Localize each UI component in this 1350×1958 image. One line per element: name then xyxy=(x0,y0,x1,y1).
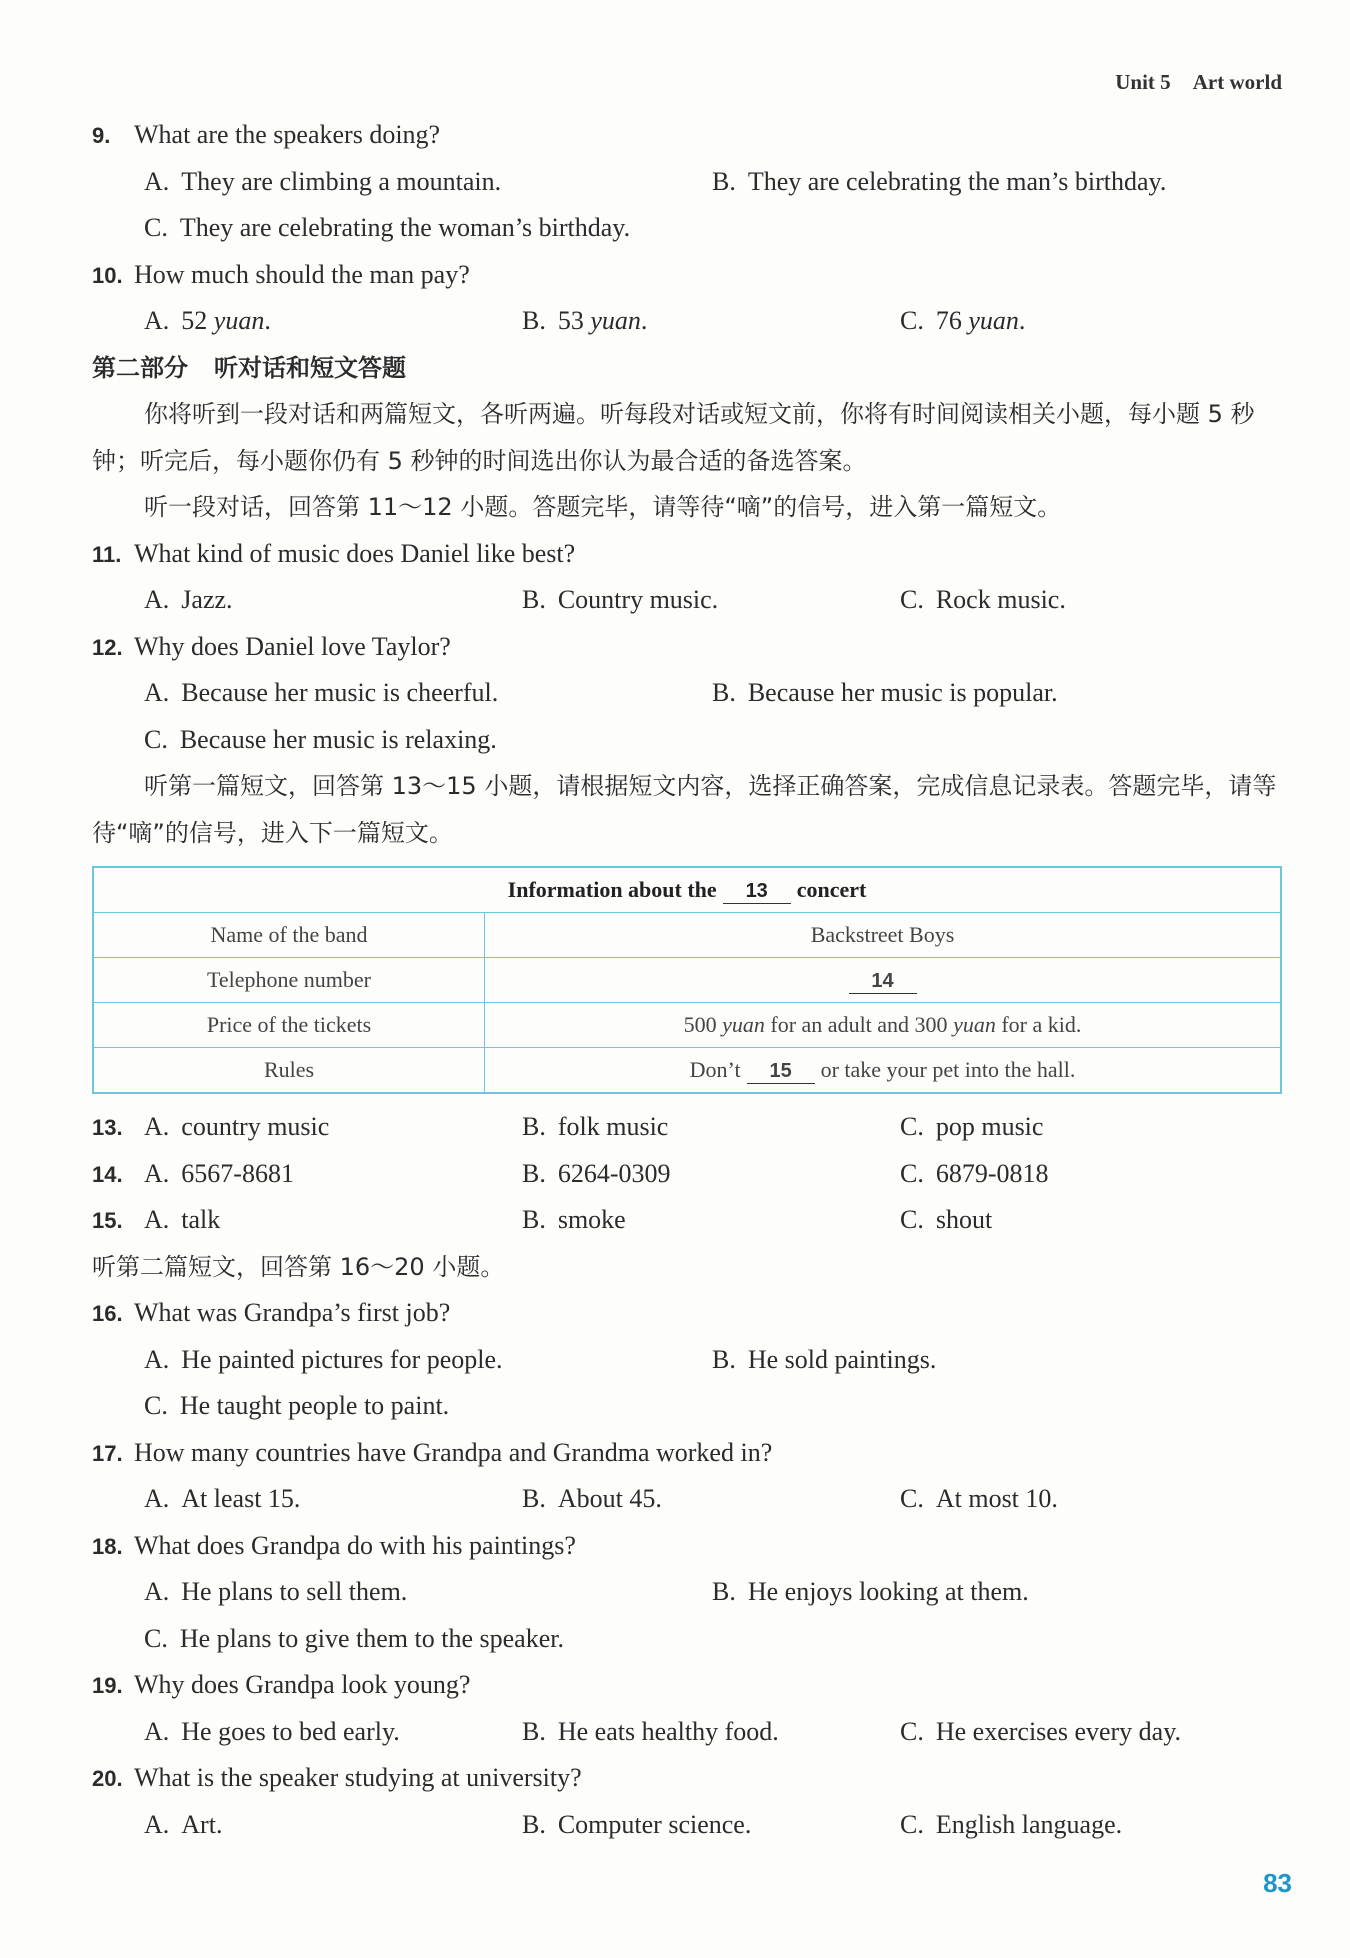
option-text: He exercises every day. xyxy=(935,1716,1182,1746)
question-number: 9. xyxy=(92,123,111,148)
option-letter: C. xyxy=(900,1716,924,1746)
option-letter: C. xyxy=(900,1205,924,1234)
option-a[interactable] xyxy=(144,1104,329,1151)
options-row xyxy=(92,159,1282,206)
option-a[interactable] xyxy=(144,1709,400,1756)
row-label: Telephone number xyxy=(93,958,485,1003)
table-title-text: Information about the xyxy=(507,876,717,902)
option-text: He sold paintings. xyxy=(747,1344,937,1374)
option-letter: A. xyxy=(144,166,170,196)
option-c[interactable] xyxy=(144,205,630,252)
option-text: country music xyxy=(181,1112,330,1141)
option-letter: A. xyxy=(144,1809,170,1839)
option-letter: C. xyxy=(144,1391,168,1420)
option-text: They are climbing a mountain. xyxy=(181,166,502,196)
option-c[interactable] xyxy=(144,1616,564,1663)
options-row xyxy=(92,1802,1282,1849)
table-row xyxy=(93,1003,1281,1048)
options-row xyxy=(92,717,1282,764)
option-text: 6264-0309 xyxy=(557,1158,671,1188)
option-letter: C. xyxy=(900,1484,924,1513)
option-text: He plans to sell them. xyxy=(181,1577,408,1606)
unit-title: Art world xyxy=(1192,70,1282,94)
row-label: Name of the band xyxy=(93,913,485,958)
option-letter: C. xyxy=(144,213,168,242)
option-text: At most 10. xyxy=(935,1484,1058,1513)
row-value xyxy=(485,1003,1282,1048)
option-text: Country music. xyxy=(557,585,719,614)
option-letter: A. xyxy=(144,678,170,707)
question-number: 13. xyxy=(92,1115,123,1140)
row-value xyxy=(485,1048,1282,1094)
option-text: 52 xyxy=(181,306,208,335)
question-14 xyxy=(92,1151,1282,1198)
rule-text: Don’t xyxy=(689,1056,741,1082)
option-c[interactable] xyxy=(900,1802,1122,1849)
option-letter: B. xyxy=(712,166,736,196)
option-a[interactable] xyxy=(144,670,498,717)
question-text: What was Grandpa’s first job? xyxy=(134,1298,451,1327)
question-text: What are the speakers doing? xyxy=(134,120,441,149)
option-text: Computer science. xyxy=(557,1809,752,1839)
option-c[interactable] xyxy=(900,1197,992,1244)
option-letter: B. xyxy=(522,1158,546,1188)
options-row xyxy=(92,1569,1282,1616)
option-b[interactable] xyxy=(522,1197,626,1244)
option-text: English language. xyxy=(935,1809,1123,1839)
table-title-text: concert xyxy=(796,876,867,902)
question-12 xyxy=(92,624,1282,671)
option-b[interactable] xyxy=(522,577,718,624)
currency-unit: yuan xyxy=(722,1012,765,1037)
row-value xyxy=(485,958,1282,1003)
option-text: 53 xyxy=(557,306,584,335)
instruction-passage-2: 听第二篇短文，回答第 16～20 小题。 xyxy=(92,1252,505,1281)
option-text: Rock music. xyxy=(935,585,1066,614)
option-letter: C. xyxy=(900,1809,924,1839)
option-letter: C. xyxy=(900,306,924,335)
question-18 xyxy=(92,1523,1282,1570)
question-text: What does Grandpa do with his paintings? xyxy=(134,1530,576,1560)
option-b[interactable] xyxy=(712,1337,936,1384)
option-text: He goes to bed early. xyxy=(181,1716,400,1746)
question-number: 10. xyxy=(92,262,123,288)
question-number: 19. xyxy=(92,1673,123,1698)
option-b[interactable] xyxy=(712,1569,1029,1616)
question-text: What is the speaker studying at university? xyxy=(134,1763,582,1792)
option-text: talk xyxy=(181,1205,221,1234)
option-c[interactable] xyxy=(900,1476,1058,1523)
option-letter: A. xyxy=(144,1484,170,1513)
option-b[interactable] xyxy=(522,1104,668,1151)
option-text: pop music xyxy=(935,1112,1044,1141)
question-text: What kind of music does Daniel like best? xyxy=(134,538,576,568)
question-17 xyxy=(92,1430,1282,1477)
option-c[interactable]: C. 76 yuan. xyxy=(900,298,1025,345)
question-16 xyxy=(92,1290,1282,1337)
answer-blank-15[interactable]: 15 xyxy=(747,1059,815,1084)
options-row xyxy=(92,1476,1282,1523)
option-text: Art. xyxy=(181,1809,223,1839)
options-row xyxy=(92,205,1282,252)
row-label: Price of the tickets xyxy=(93,1003,485,1048)
option-letter: B. xyxy=(712,1577,736,1606)
option-letter: A. xyxy=(144,1158,170,1188)
page-header xyxy=(1115,70,1282,95)
option-text: He taught people to paint. xyxy=(179,1391,450,1420)
answer-blank-14[interactable]: 14 xyxy=(849,969,917,994)
option-letter: A. xyxy=(144,1577,170,1606)
option-letter: B. xyxy=(522,1809,546,1839)
exercise-content xyxy=(92,112,1282,1848)
option-text: About 45. xyxy=(557,1484,662,1513)
question-number: 18. xyxy=(92,1533,123,1559)
option-text: They are celebrating the woman’s birthday. xyxy=(179,213,631,242)
option-text: smoke xyxy=(557,1205,626,1234)
option-letter: C. xyxy=(900,585,924,614)
option-text: 6567-8681 xyxy=(181,1158,294,1188)
option-letter: C. xyxy=(144,724,168,754)
option-c[interactable] xyxy=(900,1709,1181,1756)
table-title xyxy=(93,867,1281,913)
question-11 xyxy=(92,531,1282,578)
question-number: 20. xyxy=(92,1766,123,1791)
option-c[interactable] xyxy=(900,577,1066,624)
question-19 xyxy=(92,1662,1282,1709)
option-text: folk music xyxy=(557,1112,669,1141)
options-row xyxy=(92,670,1282,717)
options-row xyxy=(92,1383,1282,1430)
options-row xyxy=(92,1709,1282,1756)
question-text: How much should the man pay? xyxy=(134,259,470,289)
section-heading xyxy=(92,345,1282,392)
option-a[interactable] xyxy=(144,1337,503,1384)
option-text: Jazz. xyxy=(181,585,233,614)
option-letter: B. xyxy=(712,1344,736,1374)
options-row xyxy=(92,577,1282,624)
option-text: He enjoys looking at them. xyxy=(747,1577,1029,1606)
section-number: 第二部分 xyxy=(92,353,188,382)
option-text: At least 15. xyxy=(181,1484,301,1513)
question-number: 15. xyxy=(92,1208,123,1233)
currency-unit: yuan xyxy=(213,306,265,335)
option-letter: C. xyxy=(144,1623,168,1653)
option-text: Because her music is cheerful. xyxy=(181,678,499,707)
option-text: Because her music is relaxing. xyxy=(179,724,497,754)
currency-unit: yuan xyxy=(953,1012,996,1037)
question-text: Why does Daniel love Taylor? xyxy=(134,631,451,661)
page-number: 83 xyxy=(1263,1868,1292,1898)
option-a[interactable]: A. 52 yuan. xyxy=(144,298,271,345)
option-letter: B. xyxy=(522,1716,546,1746)
unit-label: Unit 5 xyxy=(1115,70,1171,94)
question-number: 14. xyxy=(92,1161,123,1187)
table-row xyxy=(93,958,1281,1003)
section-intro: 你将听到一段对话和两篇短文，各听两遍。听每段对话或短文前，你将有时间阅读相关小题，每小题 5 秒钟；听完后，每小题你仍有 5 秒钟的时间选出你认为最合适的备选答案。 xyxy=(92,400,1255,475)
option-letter: B. xyxy=(522,1205,546,1234)
option-text: 76 xyxy=(935,306,962,335)
option-text: 6879-0818 xyxy=(935,1158,1049,1188)
option-a[interactable] xyxy=(144,159,501,206)
option-c[interactable] xyxy=(900,1104,1043,1151)
question-text: How many countries have Grandpa and Grandma worked in? xyxy=(134,1437,773,1467)
option-b[interactable] xyxy=(522,1151,671,1198)
section-title: 听对话和短文答题 xyxy=(214,353,406,382)
answer-blank-13[interactable]: 13 xyxy=(723,879,791,904)
option-b[interactable]: B. 53 yuan. xyxy=(522,298,647,345)
option-letter: A. xyxy=(144,306,170,335)
option-letter: C. xyxy=(900,1112,924,1141)
option-text: He eats healthy food. xyxy=(557,1716,779,1746)
option-c[interactable] xyxy=(900,1151,1049,1198)
price-text: 500 xyxy=(683,1012,717,1037)
instruction-dialogue: 听一段对话，回答第 11～12 小题。答题完毕，请等待“嘀”的信号，进入第一篇短文。 xyxy=(144,493,1062,521)
option-b[interactable] xyxy=(712,159,1166,206)
option-text: He plans to give them to the speaker. xyxy=(179,1623,564,1653)
question-number: 12. xyxy=(92,634,123,660)
question-9 xyxy=(92,112,1282,159)
option-a[interactable] xyxy=(144,577,233,624)
option-letter: B. xyxy=(712,678,736,707)
option-letter: B. xyxy=(522,585,546,614)
option-b[interactable] xyxy=(522,1802,751,1849)
option-b[interactable] xyxy=(522,1709,779,1756)
question-number: 11. xyxy=(92,541,122,567)
options-row xyxy=(92,1616,1282,1663)
question-number: 17. xyxy=(92,1440,123,1466)
question-20 xyxy=(92,1755,1282,1802)
currency-unit: yuan xyxy=(590,306,641,335)
table-row xyxy=(93,1048,1281,1094)
option-c[interactable] xyxy=(144,717,497,764)
price-text: for a kid. xyxy=(1001,1012,1082,1037)
option-a[interactable] xyxy=(144,1151,294,1198)
option-letter: B. xyxy=(522,306,546,335)
row-label: Rules xyxy=(93,1048,485,1094)
currency-unit: yuan xyxy=(968,306,1019,335)
rule-text: or take your pet into the hall. xyxy=(820,1056,1076,1082)
option-b[interactable] xyxy=(712,670,1058,717)
option-text: They are celebrating the man’s birthday. xyxy=(747,166,1167,196)
table-row xyxy=(93,913,1281,958)
option-letter: A. xyxy=(144,1716,170,1746)
question-10 xyxy=(92,252,1282,299)
option-text: Because her music is popular. xyxy=(747,678,1058,707)
options-row xyxy=(92,298,1282,345)
option-a[interactable] xyxy=(144,1197,220,1244)
option-letter: B. xyxy=(522,1484,546,1513)
option-text: shout xyxy=(935,1205,993,1234)
question-13 xyxy=(92,1104,1282,1151)
info-table xyxy=(92,866,1282,1094)
options-row xyxy=(92,1337,1282,1384)
option-a[interactable] xyxy=(144,1569,407,1616)
question-text: Why does Grandpa look young? xyxy=(134,1670,471,1699)
option-letter: A. xyxy=(144,1112,170,1141)
question-15 xyxy=(92,1197,1282,1244)
row-value: Backstreet Boys xyxy=(485,913,1282,958)
option-letter: C. xyxy=(900,1158,924,1188)
option-letter: A. xyxy=(144,1344,170,1374)
question-number: 16. xyxy=(92,1301,123,1326)
option-letter: A. xyxy=(144,1205,170,1234)
option-c[interactable] xyxy=(144,1383,449,1430)
option-letter: A. xyxy=(144,585,170,614)
option-text: He painted pictures for people. xyxy=(181,1344,503,1374)
option-letter: B. xyxy=(522,1112,546,1141)
option-a[interactable] xyxy=(144,1802,222,1849)
option-b[interactable] xyxy=(522,1476,662,1523)
price-text: for an adult and 300 xyxy=(770,1012,948,1037)
option-a[interactable] xyxy=(144,1476,300,1523)
instruction-passage-1: 听第一篇短文，回答第 13～15 小题，请根据短文内容，选择正确答案，完成信息记录表。答题完毕，请等待“嘀”的信号，进入下一篇短文。 xyxy=(92,772,1277,847)
